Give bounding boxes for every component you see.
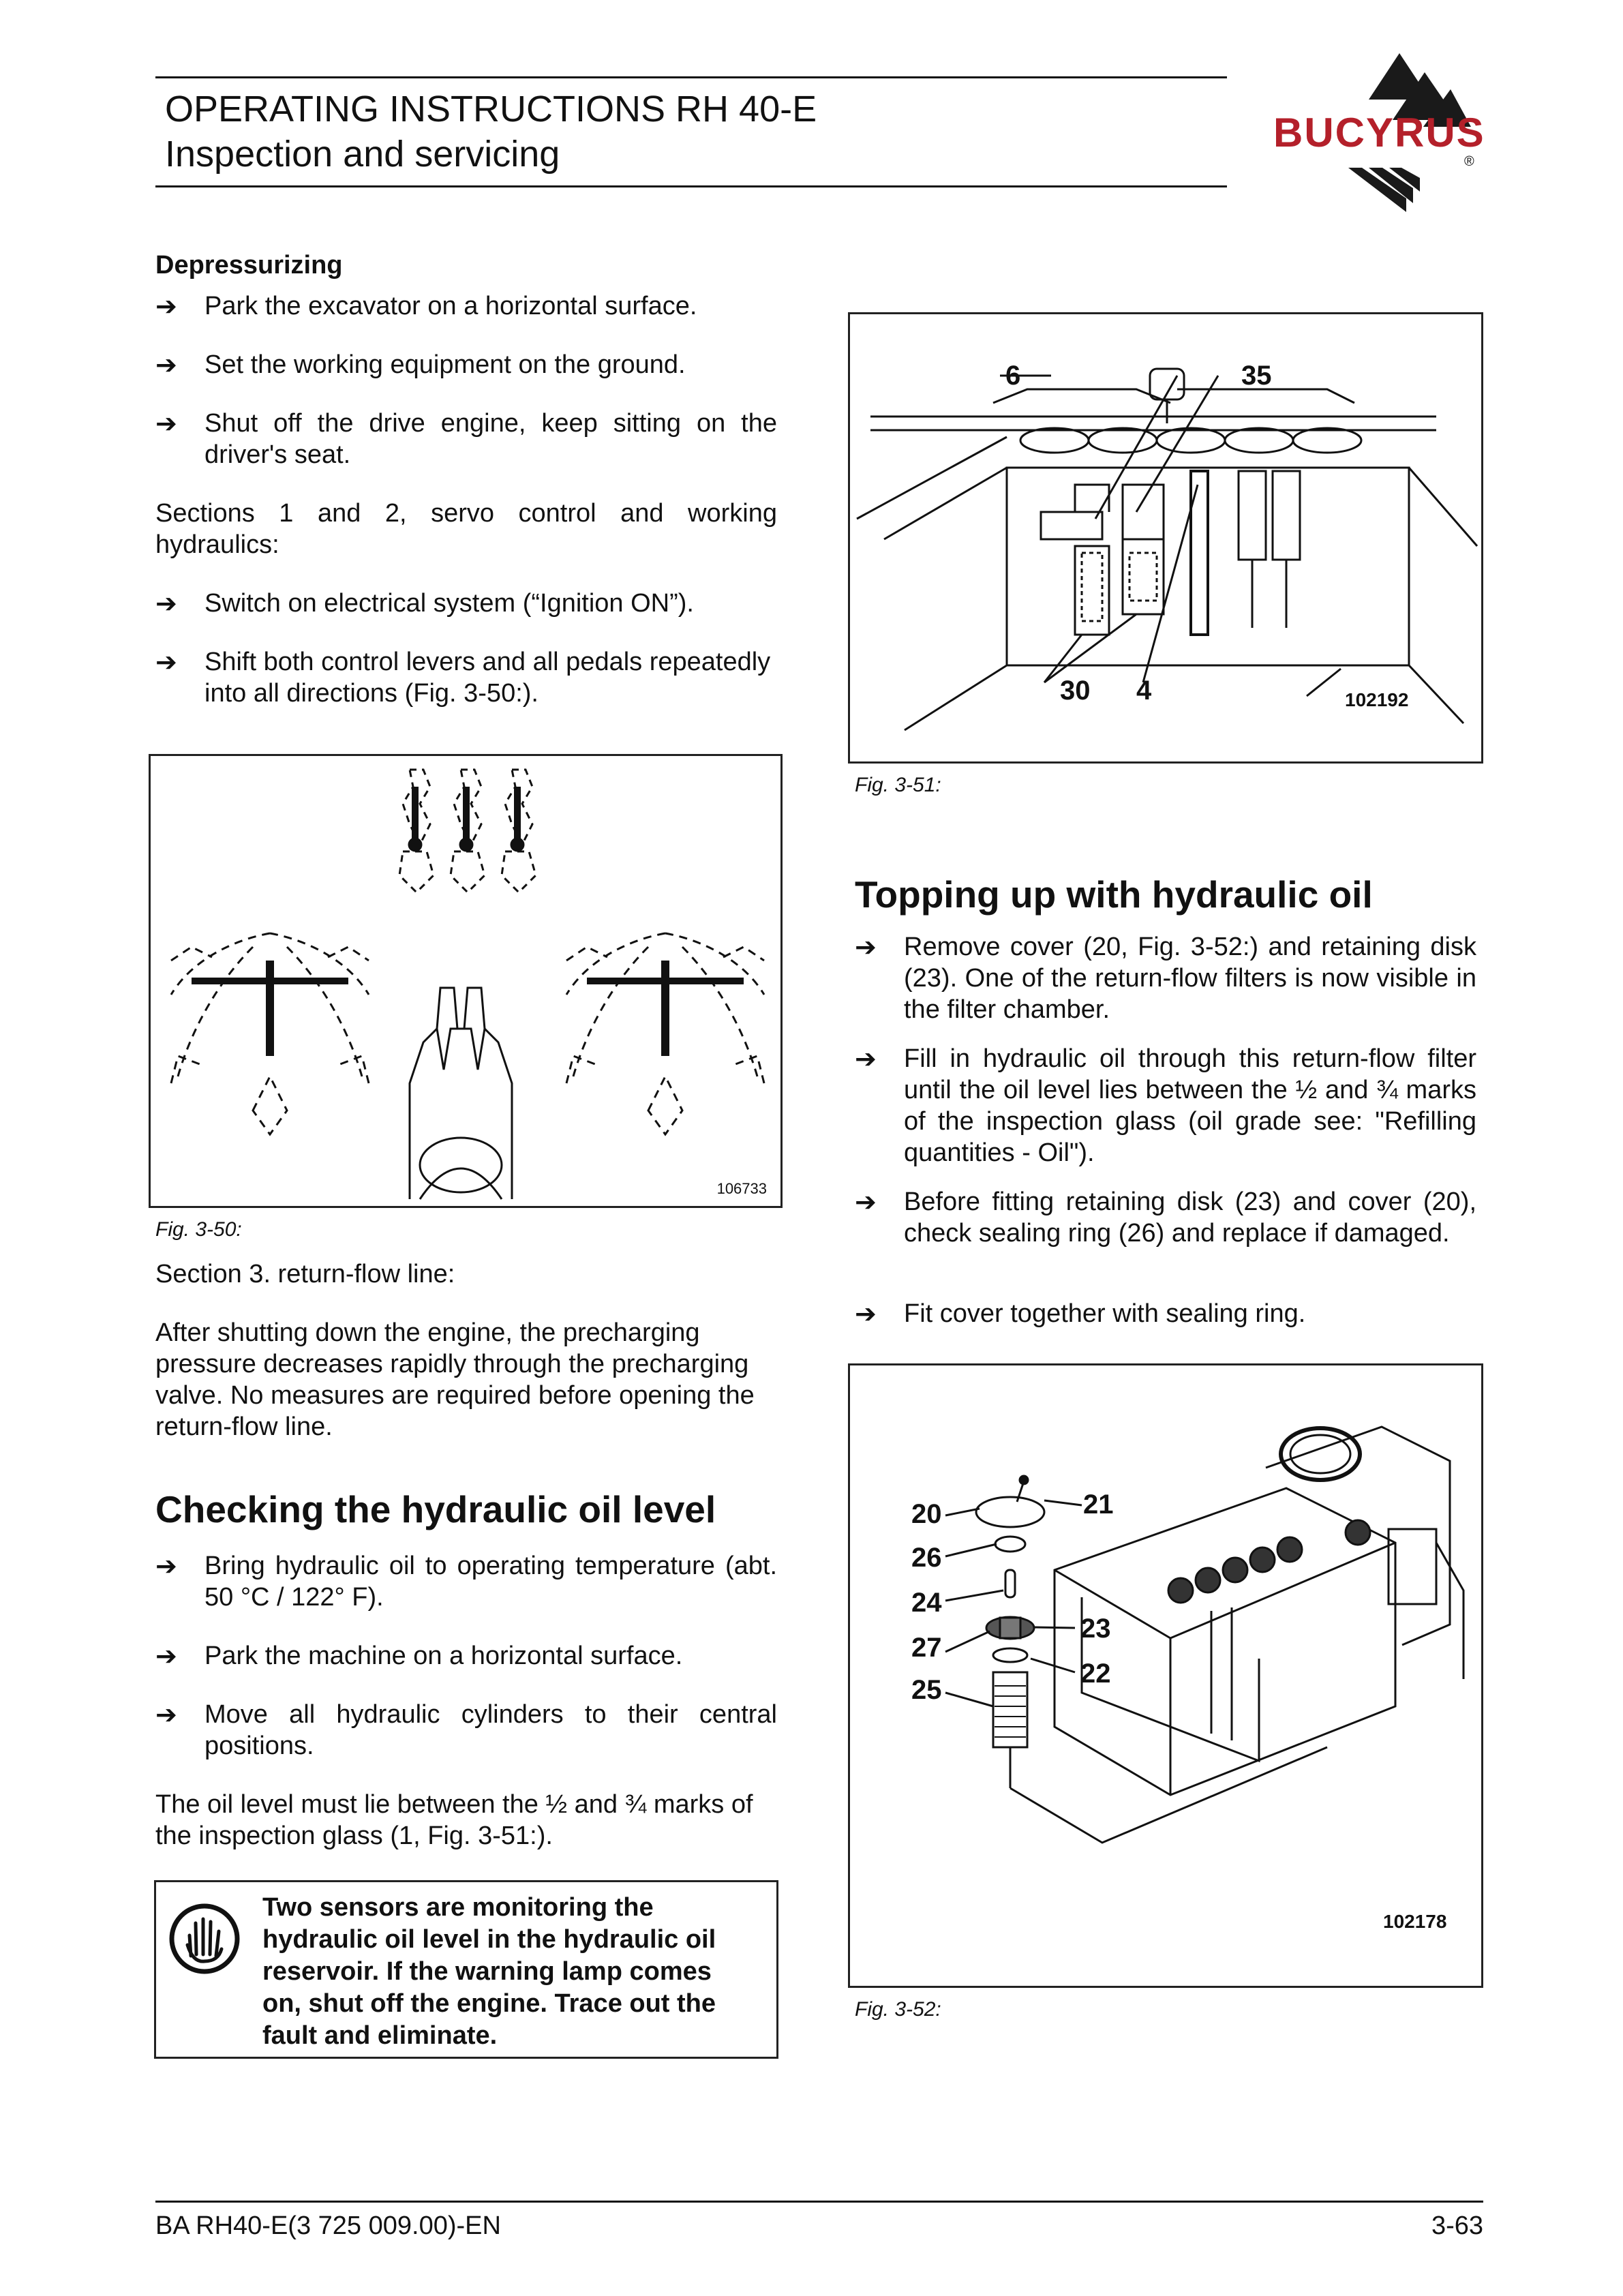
callout-label: 24: [911, 1588, 942, 1618]
warning-text: Two sensors are monitoring the hydraulic oil level in the hydraulic oil reservoir. If the warning lamp comes on, shut off the engine. Trace out the fault and eliminate.: [262, 1893, 716, 2050]
arrow-bullet-icon: ➔: [855, 1044, 877, 1074]
after-shutdown-paragraph: After shutting down the engine, the precharging pressure decreases rapidly through the precharging valve. No measures are required before opening the return-flow line.: [155, 1318, 755, 1441]
figure-caption: Fig. 3-51:: [855, 774, 941, 796]
page-number: 3-63: [1431, 2211, 1483, 2240]
header-bottom-rule: [155, 185, 1227, 187]
operator-figure-icon: [410, 988, 512, 1199]
return-flow-filter-diagram: [850, 1365, 1481, 1986]
arrow-bullet-icon: ➔: [155, 647, 177, 677]
callout-label: 20: [911, 1499, 942, 1529]
topping-up-heading: Topping up with hydraulic oil: [855, 873, 1373, 916]
arrow-bullet-icon: ➔: [155, 1551, 177, 1581]
figure-caption: Fig. 3-50:: [155, 1218, 242, 1241]
figure-3-51: [848, 312, 1483, 764]
arrow-bullet-icon: ➔: [155, 350, 177, 380]
figure-caption: Fig. 3-52:: [855, 1998, 941, 2021]
sections-paragraph: Sections 1 and 2, servo control and working hydraulics:: [155, 499, 777, 559]
arrow-bullet-icon: ➔: [155, 588, 177, 618]
header-top-rule: [155, 76, 1227, 78]
callout-label: 35: [1241, 361, 1272, 391]
section3-paragraph: Section 3. return-flow line:: [155, 1260, 455, 1288]
arrow-bullet-icon: ➔: [155, 408, 177, 438]
depressurizing-heading: Depressurizing: [155, 251, 343, 280]
arrow-bullet-icon: ➔: [155, 1700, 177, 1729]
logo-registered-mark: ®: [1464, 154, 1474, 169]
left-joystick-icon: [171, 933, 369, 1134]
callout-label: 23: [1080, 1614, 1111, 1644]
arrow-bullet-icon: ➔: [155, 291, 177, 321]
logo-wordmark: BUCYRUS: [1273, 110, 1485, 155]
bucyrus-logo: [1266, 52, 1532, 215]
figure-number: 102178: [1383, 1911, 1447, 1932]
callout-label: 22: [1080, 1659, 1111, 1689]
footer-doc-id: BA RH40-E(3 725 009.00)-EN: [155, 2211, 501, 2240]
figure-3-52: [848, 1363, 1483, 1988]
figure-number: 102192: [1345, 689, 1409, 710]
document-title: OPERATING INSTRUCTIONS RH 40-E: [165, 89, 817, 130]
callout-label: 26: [911, 1543, 942, 1573]
warning-box: [154, 1880, 778, 2059]
callout-label: 27: [911, 1633, 942, 1663]
right-joystick-icon: [566, 933, 764, 1134]
figure-3-50: [149, 754, 783, 1208]
footer-rule: [155, 2201, 1483, 2203]
callout-label: 4: [1136, 676, 1152, 706]
callout-label: 21: [1083, 1490, 1114, 1520]
arrow-bullet-icon: ➔: [855, 1187, 877, 1217]
oil-level-paragraph: The oil level must lie between the ½ and ¾ marks of the inspection glass (1, Fig. 3-51:).: [155, 1790, 753, 1850]
arrow-bullet-icon: ➔: [855, 932, 877, 962]
figure-number: 106733: [716, 1180, 767, 1197]
callout-label: 25: [911, 1675, 942, 1705]
checking-oil-level-heading: Checking the hydraulic oil level: [155, 1488, 716, 1530]
callout-label: 30: [1060, 676, 1091, 706]
hand-stop-icon: [167, 1901, 242, 1976]
section-subtitle: Inspection and servicing: [165, 134, 560, 175]
arrow-bullet-icon: ➔: [855, 1299, 877, 1329]
control-levers-diagram: [151, 756, 780, 1206]
callout-label: 6: [1005, 361, 1021, 391]
arrow-bullet-icon: ➔: [155, 1641, 177, 1671]
